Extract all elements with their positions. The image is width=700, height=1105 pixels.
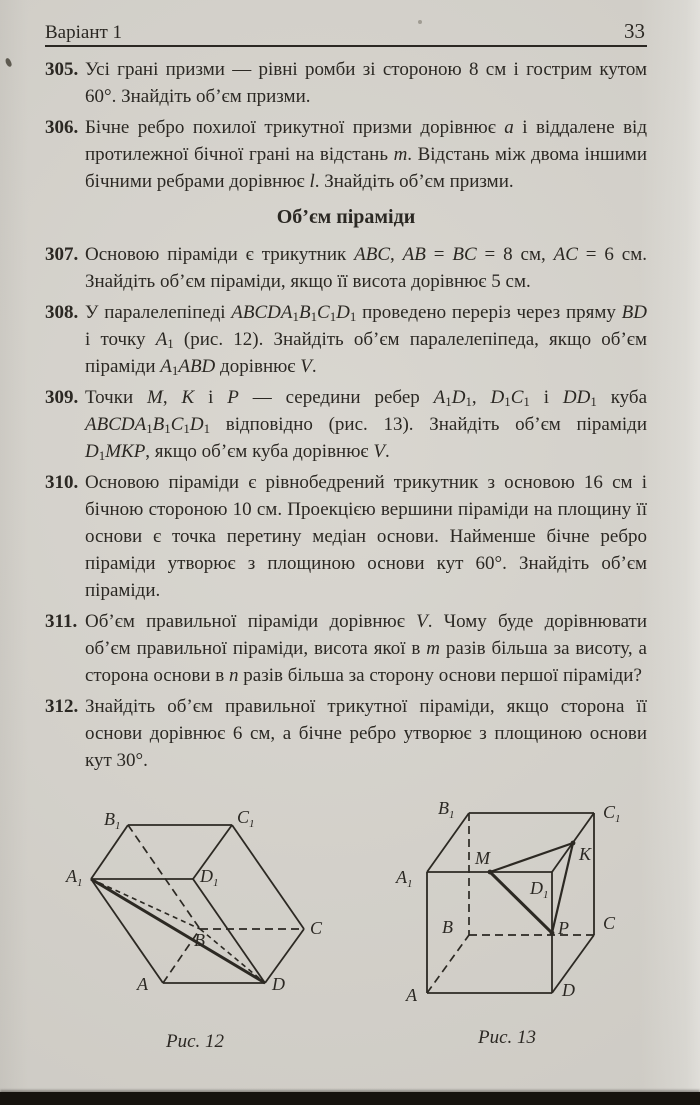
problem-306 xyxy=(45,114,647,195)
vertex-label-c: C xyxy=(603,913,616,933)
vertex-label-a: A xyxy=(406,985,417,1005)
problem-311 xyxy=(45,608,647,689)
figure-12 xyxy=(60,798,330,1053)
point-m xyxy=(488,870,493,875)
point-k xyxy=(571,841,576,846)
vertex-label-m: M xyxy=(475,848,490,868)
problem-number: 312. xyxy=(45,696,79,717)
vertex-label-c1: $C_1$ xyxy=(603,802,621,825)
problem-312 xyxy=(45,693,647,774)
problem-307 xyxy=(45,241,647,295)
problem-number: 307. xyxy=(45,244,79,265)
vertex-label-d1: $D_1$ xyxy=(530,878,549,901)
vertex-label-b1: $B_1$ xyxy=(438,798,455,821)
vertex-label-a: A xyxy=(137,974,148,994)
vertex-label-c: C xyxy=(310,918,323,938)
edge-A1-B1 xyxy=(427,813,469,872)
problem-number: 309. xyxy=(45,387,79,408)
problem-text: Точки M, K і P — середини ребер $A_1D_1$, $D_1C_1$ і $DD_1$ куба $ABCDA_1B_1C_1D_1$ відповідно (рис. 13). Знайдіть об’єм піраміди $D_1MKP$, якщо об’єм куба дорівнює V. xyxy=(85,387,648,463)
section-heading: Об’єм піраміди xyxy=(276,206,416,228)
vertex-label-d1: $D_1$ xyxy=(200,866,219,889)
edge-A-B xyxy=(427,935,469,993)
problem-305 xyxy=(45,56,647,110)
vertex-label-b1: $B_1$ xyxy=(104,809,121,832)
figure-12-diagram xyxy=(60,798,330,998)
problem-text: Основою піраміди є рівнобедрений трикутник з основою 16 см і бічною стороною 10 см. Проекцією вершини піраміди на площину її основи є точка перетину медіан основи. Найменше бічне ребро піраміди утворює з площиною основи кут 60°. Знайдіть об’єм піраміди. xyxy=(85,472,647,601)
problem-number: 311. xyxy=(45,611,78,632)
problem-text: Знайдіть об’єм правильної трикутної піраміди, якщо сторона її основи дорівнює 6 см, а бічне ребро утворює з площиною основи кут 30°. xyxy=(85,696,647,771)
problem-text: Основою піраміди є трикутник ABC, AB = BC = 8 см, AC = 6 см. Знайдіть об’єм піраміди, якщо її висота дорівнює 5 см. xyxy=(85,244,648,292)
page-bottom-edge xyxy=(0,1092,700,1105)
variant-label: Варіант 1 xyxy=(45,22,123,43)
edge-A1-D xyxy=(91,879,265,983)
problem-number: 305. xyxy=(45,59,79,80)
problem-text: У паралелепіпеді $ABCDA_1B_1C_1D_1$ проведено переріз через пряму BD і точку $A_1$ (рис. 12). Знайдіть об’єм паралелепіпеда, якщо об’єм піраміди $A_1ABD$ дорівнює V. xyxy=(85,302,647,378)
vertex-label-a1: $A_1$ xyxy=(396,867,413,890)
edge-B1-B xyxy=(128,825,200,929)
vertex-label-c1: $C_1$ xyxy=(237,807,255,830)
figure-13-caption: Рис. 13 xyxy=(477,1027,537,1048)
problem-text: Об’єм правильної піраміди дорівнює V. Чому буде дорівнювати об’єм правильної піраміди, висота якої в m разів більша за висоту, а сторона основи в n разів більша за сторону основи першої піраміди? xyxy=(85,611,647,686)
problem-text: Усі грані призми — рівні ромби зі стороною 8 см і гострим кутом 60°. Знайдіть об’єм призми. xyxy=(85,59,647,107)
page-number: 33 xyxy=(624,19,645,43)
problem-309 xyxy=(45,384,647,465)
problem-308 xyxy=(45,299,647,380)
figure-12-caption: Рис. 12 xyxy=(165,1031,225,1052)
point-p xyxy=(550,931,555,936)
figure-13 xyxy=(382,793,632,1049)
edge-M-K xyxy=(490,843,573,872)
vertex-label-b: B xyxy=(442,917,453,937)
vertex-label-k: K xyxy=(579,844,592,864)
edge-C1-C xyxy=(232,825,304,929)
edge-A1-B1 xyxy=(91,825,128,879)
problem-list-pyramids xyxy=(45,241,647,774)
figure-13-diagram xyxy=(382,793,632,1003)
vertex-label-b: B xyxy=(194,930,205,950)
vertex-label-d: D xyxy=(272,974,285,994)
problem-number: 306. xyxy=(45,117,79,138)
vertex-label-d: D xyxy=(562,980,575,1000)
header-rule xyxy=(45,45,647,47)
vertex-label-a1: $A_1$ xyxy=(66,866,83,889)
problem-text: Бічне ребро похилої трикутної призми дорівнює a і віддалене від протилежної бічної грані на відстань m. Відстань між двома іншими бічними ребрами дорівнює l. Знайдіть об’єм призми. xyxy=(85,117,647,192)
problem-number: 308. xyxy=(45,302,79,323)
ink-dot xyxy=(418,20,422,24)
ink-speck xyxy=(4,57,13,67)
vertex-label-p: P xyxy=(558,918,569,938)
page-body xyxy=(45,56,647,778)
problem-number: 310. xyxy=(45,472,79,493)
problem-310 xyxy=(45,469,647,604)
edge-A1-A xyxy=(91,879,163,983)
problem-list-prisms xyxy=(45,56,647,195)
